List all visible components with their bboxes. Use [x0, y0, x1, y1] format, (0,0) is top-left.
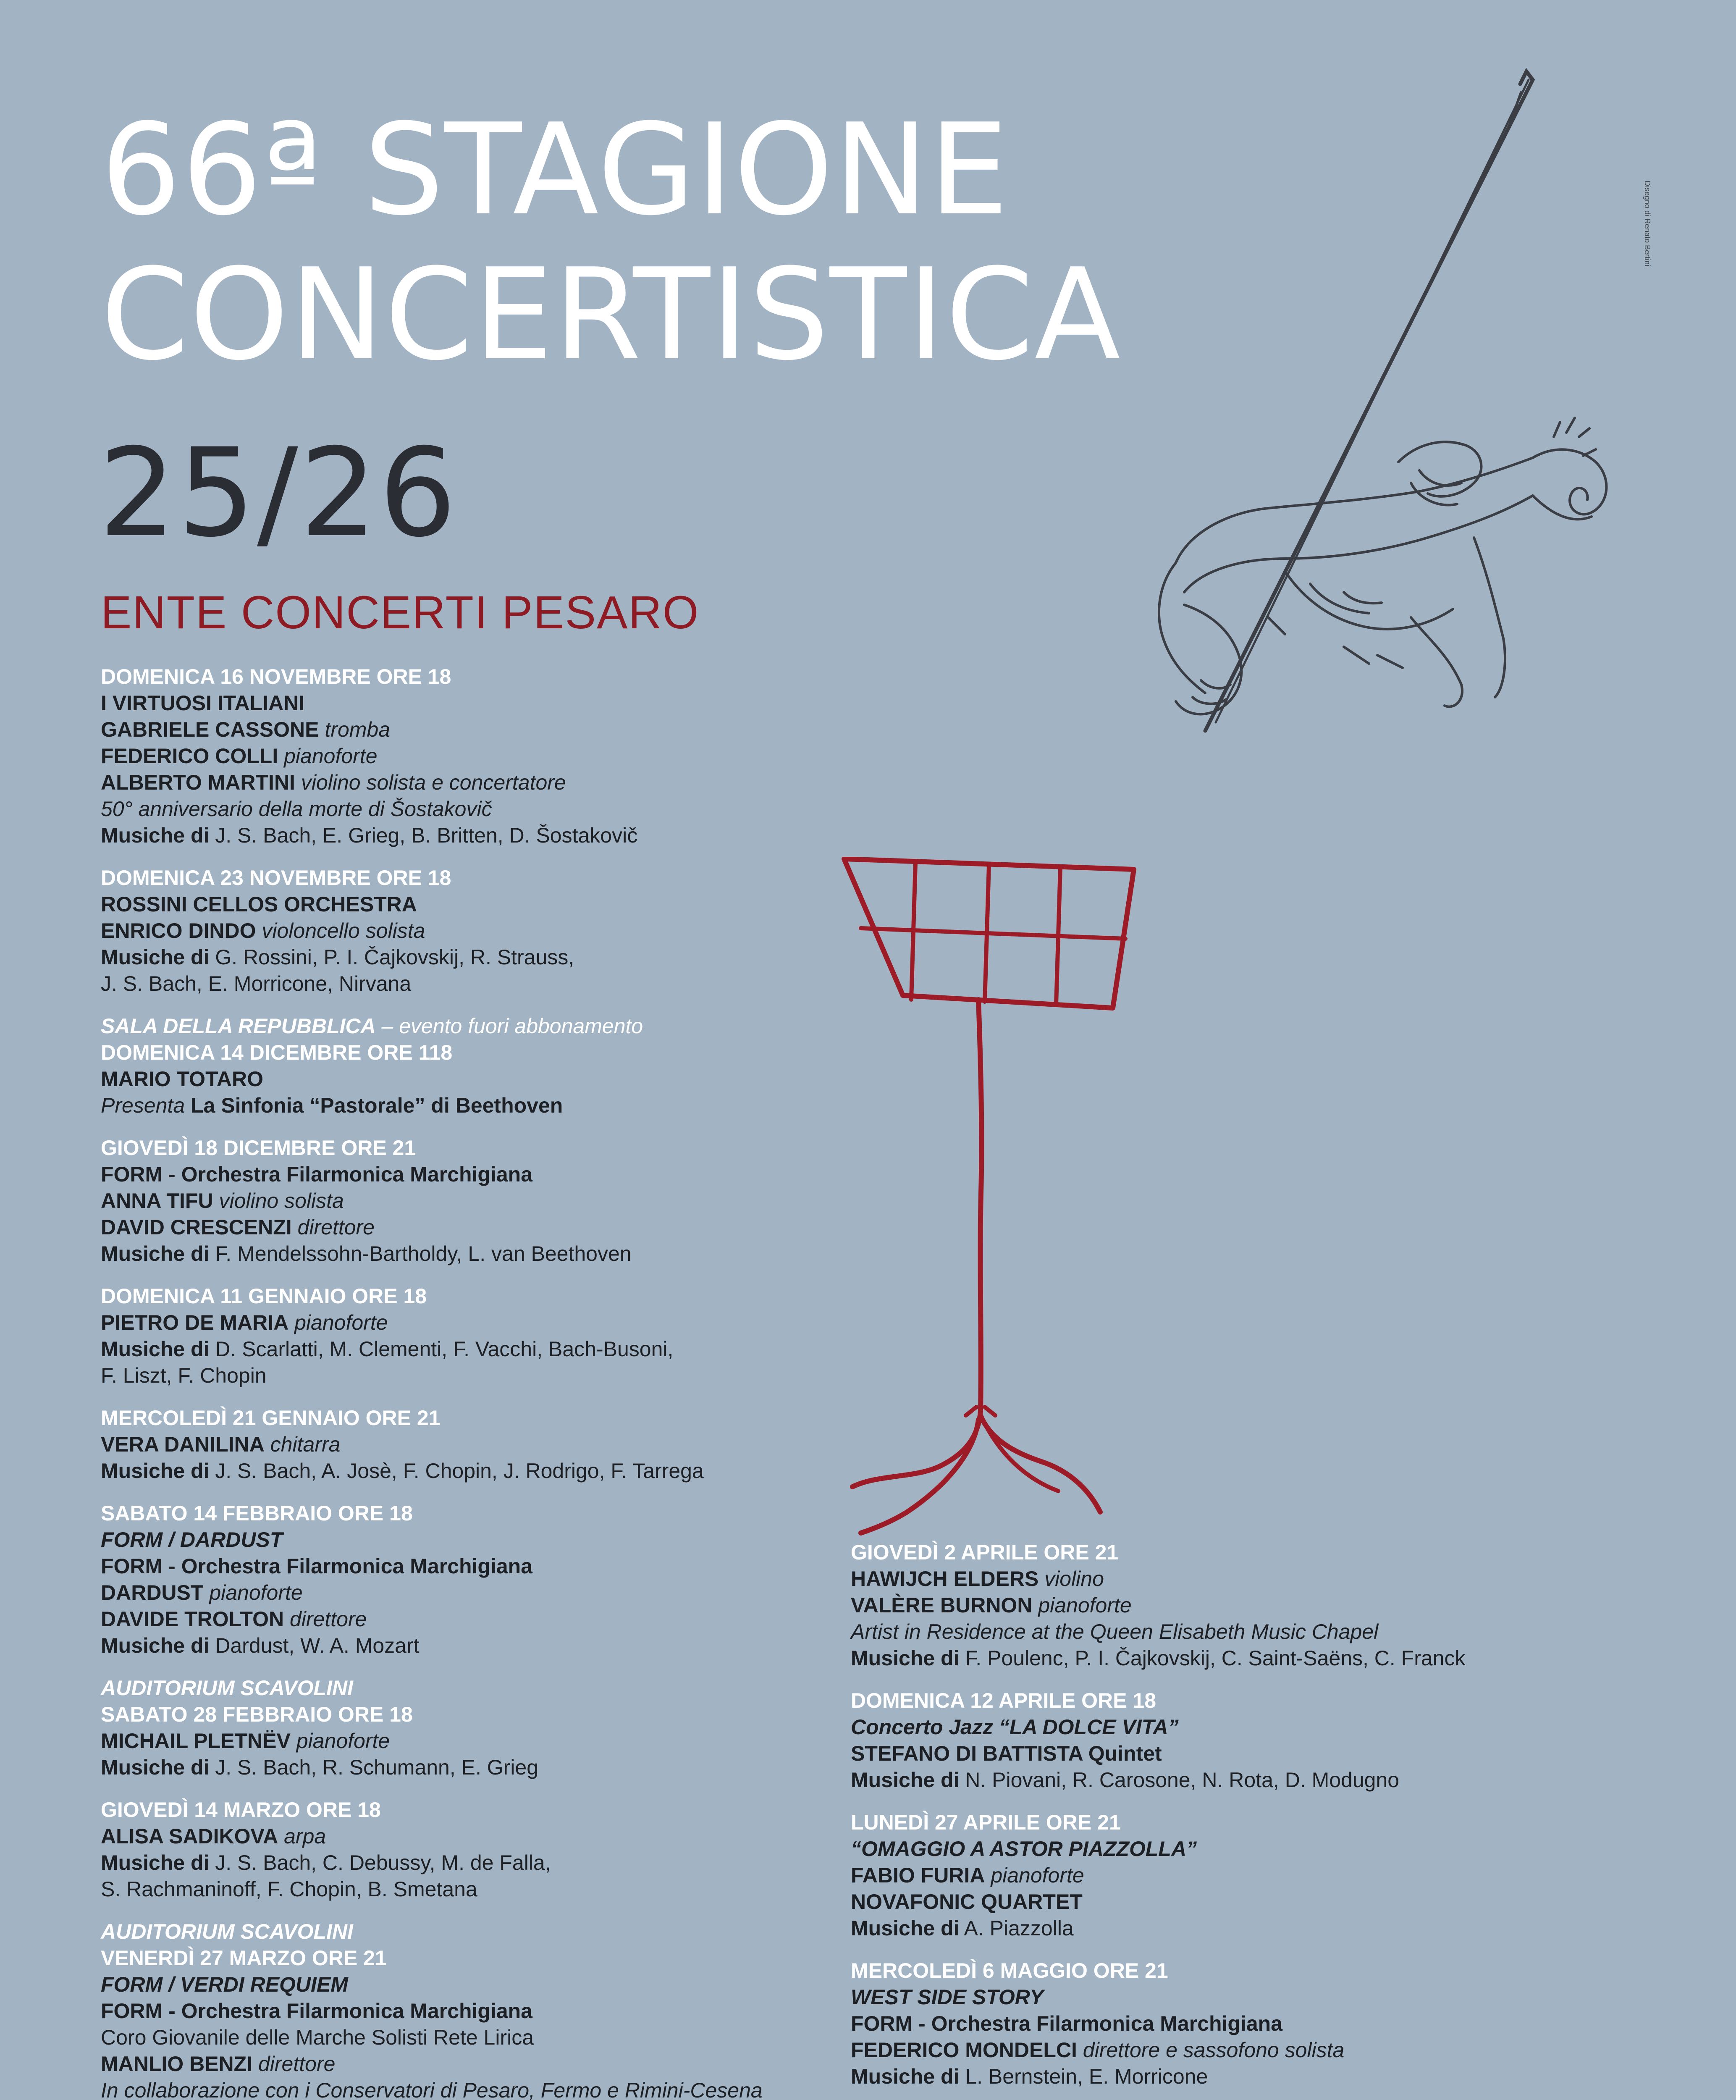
event-programme-title: FORM / VERDI REQUIEM [101, 1973, 348, 1996]
performer-name: ALISA SADIKOVA [101, 1824, 278, 1848]
event-performer [851, 1592, 1607, 1619]
event-programme-title: FORM / DARDUST [101, 1528, 283, 1551]
title-line-1: 66ª STAGIONE [101, 97, 1010, 243]
composers-label: Musiche di [101, 1242, 210, 1265]
performer-name: PIETRO DE MARIA [101, 1311, 289, 1334]
music-stand-drawing [840, 857, 1176, 1537]
composers-label: Musiche di [851, 1646, 960, 1670]
event-performer [851, 2037, 1607, 2063]
performer-name: ANNA TIFU [101, 1189, 213, 1213]
event-date: DOMENICA 11 GENNAIO ORE 18 [101, 1284, 427, 1308]
event-ensemble: NOVAFONIC QUARTET [851, 1890, 1083, 1914]
composers-list: D. Scarlatti, M. Clementi, F. Vacchi, Bach-Busoni, [209, 1337, 674, 1361]
composers-list: A. Piazzolla [959, 1916, 1074, 1940]
performer-role: direttore [284, 1607, 367, 1631]
event-presentation [101, 1092, 857, 1119]
event-composers [101, 944, 857, 971]
event-date: GIOVEDÌ 18 DICEMBRE ORE 21 [101, 1136, 416, 1160]
performer-role: violino solista [213, 1189, 344, 1213]
event-programme-title: “OMAGGIO A ASTOR PIAZZOLLA” [851, 1837, 1197, 1861]
event-programme-title: Concerto Jazz “LA DOLCE VITA” [851, 1715, 1179, 1739]
event-ensemble: ROSSINI CELLOS ORCHESTRA [101, 892, 417, 916]
event-date: VENERDÌ 27 MARZO ORE 21 [101, 1946, 387, 1970]
composers-label: Musiche di [101, 824, 210, 847]
composers-list: J. S. Bach, E. Grieg, B. Britten, D. Šostakovič [209, 824, 638, 847]
composers-label: Musiche di [101, 1634, 210, 1657]
performer-name: FEDERICO MONDELCI [851, 2038, 1077, 2062]
composers-list: N. Piovani, R. Carosone, N. Rota, D. Modugno [959, 1768, 1400, 1792]
event-block [851, 1958, 1607, 2090]
performer-role: violoncello solista [256, 919, 425, 942]
organizer-name: ENTE CONCERTI PESARO [101, 587, 700, 638]
performer-role: pianoforte [1032, 1593, 1132, 1617]
performer-role: pianoforte [203, 1581, 303, 1604]
event-date: GIOVEDÌ 14 MARZO ORE 18 [101, 1798, 381, 1822]
performer-name: HAWIJCH ELDERS [851, 1567, 1039, 1591]
event-date: DOMENICA 23 NOVEMBRE ORE 18 [101, 866, 451, 890]
composers-label: Musiche di [851, 1916, 960, 1940]
event-block [851, 1688, 1607, 1793]
event-block [101, 1405, 857, 1484]
composers-label: Musiche di [851, 1768, 960, 1792]
event-composers [851, 1645, 1607, 1672]
event-block [101, 1675, 857, 1781]
event-block [101, 1500, 857, 1659]
composers-label: Musiche di [101, 1459, 210, 1483]
performer-role: direttore [252, 2052, 336, 2076]
event-performer [101, 1431, 857, 1458]
event-date: DOMENICA 12 APRILE ORE 18 [851, 1689, 1156, 1712]
composers-list: Dardust, W. A. Mozart [209, 1634, 420, 1657]
events-column-right [851, 1539, 1607, 2100]
event-ensemble: MARIO TOTARO [101, 1067, 264, 1091]
performer-role: violino [1038, 1567, 1104, 1591]
event-performer [851, 1862, 1607, 1889]
event-text: Coro Giovanile delle Marche Solisti Rete Lirica [101, 2026, 534, 2049]
event-composers [851, 1767, 1607, 1793]
title-line-2: CONCERTISTICA [101, 242, 1122, 388]
event-performer [101, 1728, 857, 1754]
performer-name: VALÈRE BURNON [851, 1593, 1033, 1617]
event-composers [851, 2063, 1607, 2090]
composers-list: J. S. Bach, A. Josè, F. Chopin, J. Rodrigo, F. Tarrega [209, 1459, 704, 1483]
event-performer [101, 1188, 857, 1214]
event-performer [101, 1606, 857, 1633]
event-composers [101, 1754, 857, 1781]
performer-role: tromba [319, 718, 391, 741]
performer-name: FEDERICO COLLI [101, 744, 278, 768]
composers-label: Musiche di [101, 1756, 210, 1779]
event-ensemble: FORM - Orchestra Filarmonica Marchigiana [101, 1999, 533, 2023]
event-performer [101, 918, 857, 944]
event-composers [101, 1336, 857, 1362]
event-block [101, 1797, 857, 1903]
event-date: MERCOLEDÌ 21 GENNAIO ORE 21 [101, 1406, 441, 1430]
presentation-title: La Sinfonia “Pastorale” di Beethoven [191, 1094, 563, 1117]
event-composers [101, 1850, 857, 1876]
event-performer [101, 743, 857, 769]
performer-role: violino solista e concertatore [295, 771, 566, 794]
event-note: 50° anniversario della morte di Šostakovič [101, 797, 492, 821]
event-programme-title: WEST SIDE STORY [851, 1985, 1044, 2009]
event-performer [101, 717, 857, 743]
event-block [851, 1809, 1607, 1942]
performer-role: direttore e sassofono solista [1077, 2038, 1345, 2062]
event-performer [101, 769, 857, 796]
event-venue-name: SALA DELLA REPUBBLICA [101, 1014, 376, 1038]
event-text: F. Liszt, F. Chopin [101, 1364, 267, 1387]
event-performer [101, 1310, 857, 1336]
event-block [101, 1283, 857, 1389]
event-date: DOMENICA 16 NOVEMBRE ORE 18 [101, 665, 451, 688]
performer-name: VERA DANILINA [101, 1433, 265, 1456]
performer-name: DAVID CRESCENZI [101, 1215, 292, 1239]
performer-name: DARDUST [101, 1581, 204, 1604]
composers-list: J. S. Bach, R. Schumann, E. Grieg [209, 1756, 539, 1779]
event-block [101, 664, 857, 849]
event-block [851, 1539, 1607, 1672]
performer-name: MICHAIL PLETNËV [101, 1729, 291, 1753]
event-venue-note: – evento fuori abbonamento [375, 1014, 643, 1038]
event-ensemble: I VIRTUOSI ITALIANI [101, 691, 305, 715]
event-composers [101, 1241, 857, 1267]
event-date: DOMENICA 14 DICEMBRE ORE 118 [101, 1041, 453, 1064]
event-venue [101, 1013, 857, 1040]
event-text: S. Rachmaninoff, F. Chopin, B. Smetana [101, 1877, 477, 1901]
performer-role: direttore [291, 1215, 375, 1239]
performer-role: pianoforte [278, 744, 378, 768]
composers-list: L. Bernstein, E. Morricone [959, 2065, 1208, 2088]
event-performer [851, 1566, 1607, 1592]
performer-role: chitarra [264, 1433, 341, 1456]
event-ensemble: FORM - Orchestra Filarmonica Marchigiana [851, 2012, 1283, 2035]
event-ensemble: FORM - Orchestra Filarmonica Marchigiana [101, 1163, 533, 1186]
event-note: Artist in Residence at the Queen Elisabeth Music Chapel [851, 1620, 1379, 1643]
performer-name: FABIO FURIA [851, 1864, 985, 1887]
composers-label: Musiche di [101, 1337, 210, 1361]
event-ensemble: FORM - Orchestra Filarmonica Marchigiana [101, 1554, 533, 1578]
composers-list: J. S. Bach, C. Debussy, M. de Falla, [209, 1851, 551, 1874]
performer-name: ENRICO DINDO [101, 919, 256, 942]
event-composers [851, 1915, 1607, 1942]
violinist-drawing [1050, 67, 1659, 844]
composers-label: Musiche di [101, 1851, 210, 1874]
performer-role: pianoforte [985, 1864, 1084, 1887]
event-block [101, 865, 857, 997]
composers-list: F. Poulenc, P. I. Čajkovskij, C. Saint-Saëns, C. Franck [959, 1646, 1466, 1670]
composers-list: F. Mendelssohn-Bartholdy, L. van Beethoven [209, 1242, 632, 1265]
presentation-verb: Presenta [101, 1094, 191, 1117]
event-date: GIOVEDÌ 2 APRILE ORE 21 [851, 1541, 1119, 1564]
event-performer [101, 1214, 857, 1241]
performer-role: pianoforte [290, 1729, 390, 1753]
performer-role: pianoforte [288, 1311, 388, 1334]
drawing-credit: Disegno di Renato Bertini [1643, 181, 1652, 267]
event-composers [101, 822, 857, 849]
event-venue-name: AUDITORIUM SCAVOLINI [101, 1676, 353, 1700]
event-ensemble: STEFANO DI BATTISTA Quintet [851, 1742, 1162, 1765]
performer-name: GABRIELE CASSONE [101, 718, 319, 741]
performer-name: MANLIO BENZI [101, 2052, 253, 2076]
event-venue [101, 1919, 857, 1945]
event-text: J. S. Bach, E. Morricone, Nirvana [101, 972, 412, 995]
event-block [101, 1919, 857, 2100]
event-venue [101, 1675, 857, 1701]
events-column-left [101, 664, 857, 2100]
event-date: SABATO 14 FEBBRAIO ORE 18 [101, 1502, 413, 1525]
season-years: 25/26 [99, 423, 458, 564]
performer-name: ALBERTO MARTINI [101, 771, 295, 794]
event-performer [101, 2051, 857, 2077]
event-performer [101, 1823, 857, 1850]
composers-list: G. Rossini, P. I. Čajkovskij, R. Strauss, [209, 945, 574, 969]
event-date: MERCOLEDÌ 6 MAGGIO ORE 21 [851, 1959, 1168, 1982]
event-date: LUNEDÌ 27 APRILE ORE 21 [851, 1811, 1121, 1834]
event-venue-name: AUDITORIUM SCAVOLINI [101, 1920, 353, 1943]
event-block [101, 1013, 857, 1119]
performer-role: arpa [278, 1824, 326, 1848]
event-note: In collaborazione con i Conservatori di Pesaro, Fermo e Rimini-Cesena [101, 2079, 763, 2100]
performer-name: DAVIDE TROLTON [101, 1607, 284, 1631]
event-composers [101, 1458, 857, 1484]
composers-label: Musiche di [851, 2065, 960, 2088]
event-performer [101, 1580, 857, 1606]
event-date: SABATO 28 FEBBRAIO ORE 18 [101, 1703, 413, 1726]
event-block [101, 1135, 857, 1267]
composers-label: Musiche di [101, 945, 210, 969]
event-composers [101, 1633, 857, 1659]
